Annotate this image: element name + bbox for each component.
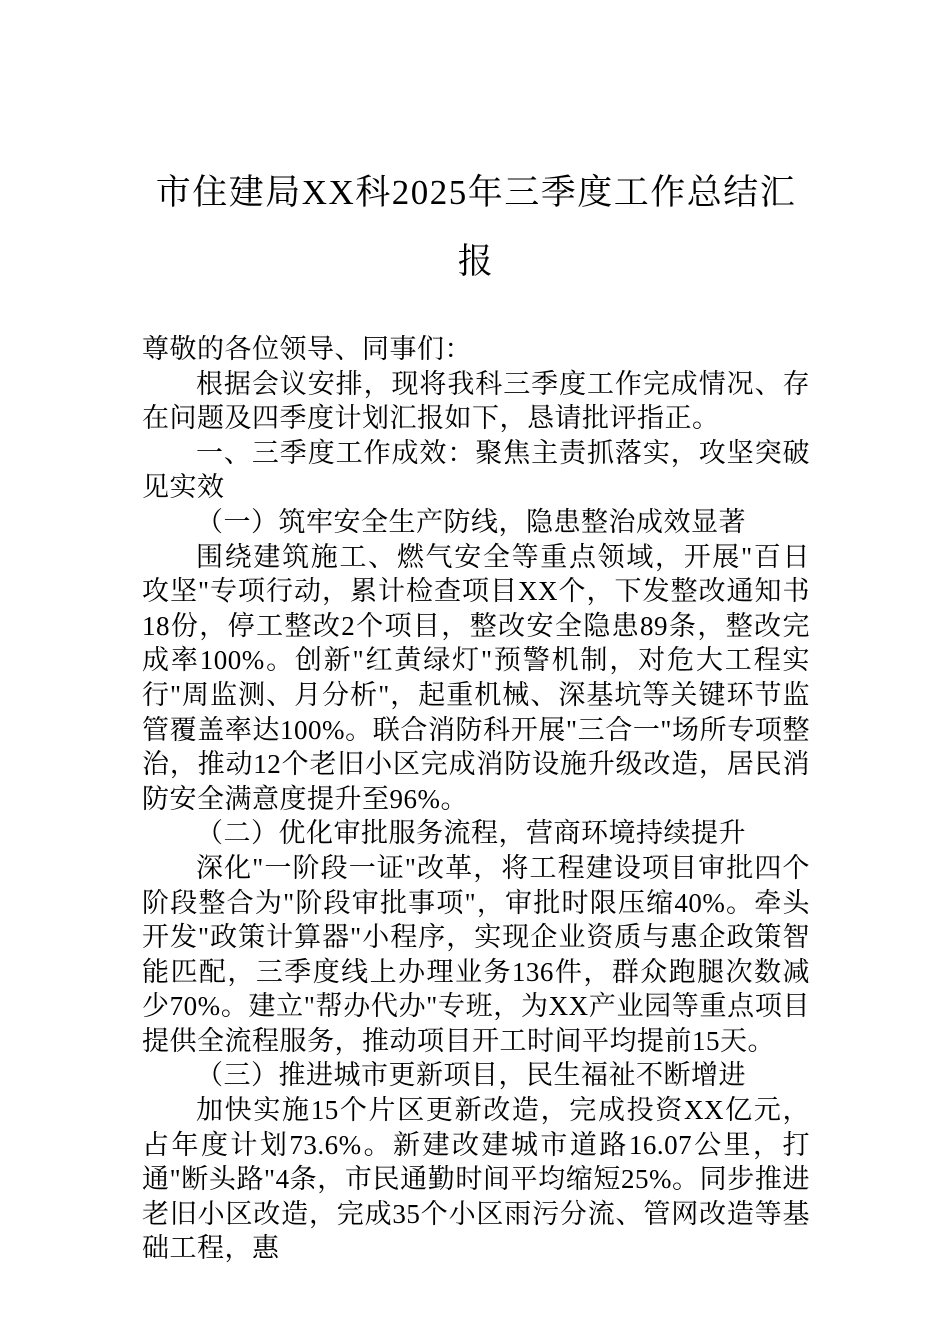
paragraph-urban-renewal: 加快实施15个片区更新改造，完成投资XX亿元，占年度计划73.6%。新建改建城市道路16.07公里，打通"断头路"4条，市民通勤时间平均缩短25%。同步推进老旧小区改造，完成35个小区雨污分流、管网改造等基础工程，惠	[142, 1095, 810, 1264]
subsection-heading-1-2: （二）优化审批服务流程，营商环境持续提升	[196, 818, 746, 849]
document-body	[142, 332, 810, 1266]
paragraph-approval-services: 深化"一阶段一证"改革，将工程建设项目审批四个阶段整合为"阶段审批事项"，审批时限压缩40%。牵头开发"政策计算器"小程序，实现企业资质与惠企政策智能匹配，三季度线上办理业务136件，群众跑腿次数减少70%。建立"帮办代办"专班，为XX产业园等重点项目提供全流程服务，推动项目开工时间平均提前15天。	[142, 852, 810, 1056]
section-heading-1: 一、三季度工作成效：聚焦主责抓落实，攻坚突破见实效	[142, 437, 810, 503]
intro-paragraph: 根据会议安排，现将我科三季度工作完成情况、存在问题及四季度计划汇报如下，恳请批评指正。	[142, 368, 810, 434]
salutation-line: 尊敬的各位领导、同事们：	[142, 334, 472, 364]
document-title: 市住建局XX科2025年三季度工作总结汇报	[155, 173, 797, 281]
subsection-heading-1-3: （三）推进城市更新项目，民生福祉不断增进	[196, 1060, 746, 1091]
subsection-heading-1-1: （一）筑牢安全生产防线，隐患整治成效显著	[196, 506, 746, 537]
paragraph-safety: 围绕建筑施工、燃气安全等重点领域，开展"百日攻坚"专项行动，累计检查项目XX个，下发整改通知书18份，停工整改2个项目，整改安全隐患89条，整改完成率100%。创新"红黄绿灯"预警机制，对危大工程实行"周监测、月分析"，起重机械、深基坑等关键环节监管覆盖率达100%。联合消防科开展"三合一"场所专项整治，推动12个老旧小区完成消防设施升级改造，居民消防安全满意度提升至96%。	[142, 541, 810, 814]
